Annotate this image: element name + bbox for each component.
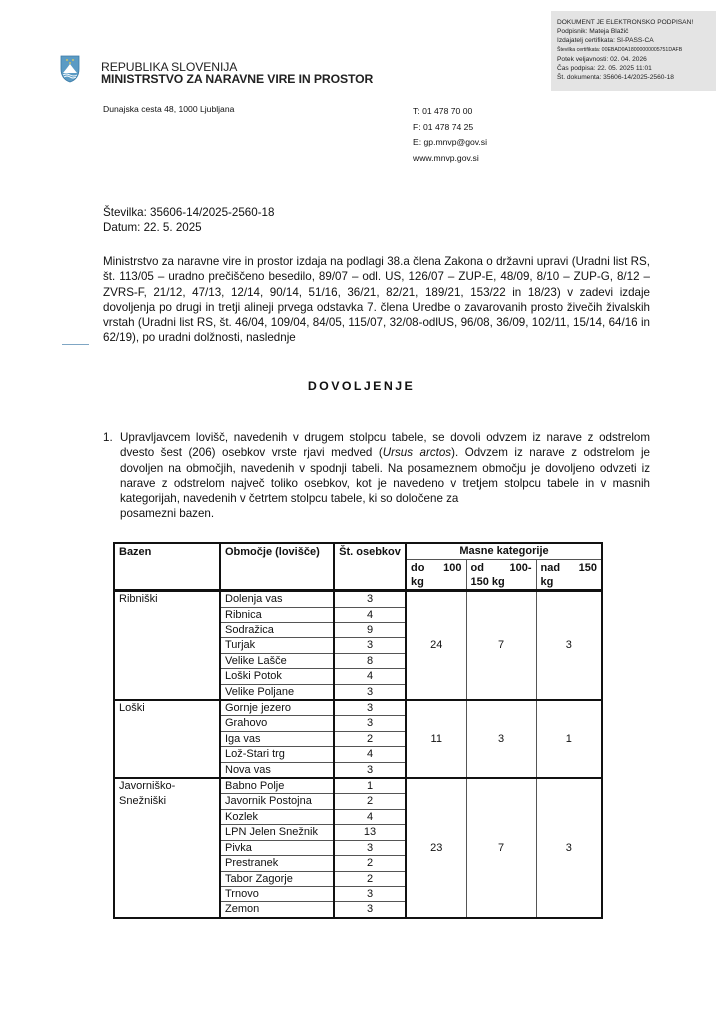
count-cell: 2 — [334, 871, 406, 886]
area-cell: Grahovo — [220, 716, 334, 731]
area-cell: Iga vas — [220, 731, 334, 746]
area-cell: Kozlek — [220, 809, 334, 824]
area-cell: Javornik Postojna — [220, 794, 334, 809]
fax: F: 01 478 74 25 — [413, 121, 474, 132]
bazen-cell: Loški — [114, 700, 220, 778]
count-cell: 3 — [334, 840, 406, 855]
header-cat-100-150: od 100- 150 kg — [466, 560, 536, 591]
count-cell: 2 — [334, 794, 406, 809]
area-cell: Gornje jezero — [220, 700, 334, 716]
table-row — [114, 700, 602, 716]
item-text-part: ). Odvzem iz narave z odstrelom je dovoljen na območjih, navedenih v spodnji tabeli. Na posameznem območju je dovoljeno odvzeti iz narave z odstrelom največ toliko osebkov, kot je navedeno v tretjem stolpcu tabele in v masnih kategorijah, navedenih v četrtem stolpcu tabele, ki so določene za — [120, 446, 650, 506]
item-text — [120, 430, 650, 522]
ministry-name: MINISTRSTVO ZA NARAVNE VIRE IN PROSTOR — [101, 72, 374, 86]
area-cell: Tabor Zagorje — [220, 871, 334, 886]
area-cell: Pivka — [220, 840, 334, 855]
phone: T: 01 478 70 00 — [413, 106, 473, 116]
area-cell: Lož-Stari trg — [220, 747, 334, 762]
quota-table — [113, 542, 603, 919]
document-number: Št. dokumenta: 35606-14/2025-2560-18 — [557, 74, 674, 82]
bazen-cell: Ribniški — [114, 591, 220, 700]
count-cell: 8 — [334, 653, 406, 668]
reference-date: Datum: 22. 5. 2025 — [103, 221, 202, 235]
cat-over-150-cell: 3 — [536, 591, 602, 700]
count-cell: 1 — [334, 778, 406, 794]
count-cell: 13 — [334, 825, 406, 840]
cat-100-150-cell: 3 — [466, 700, 536, 778]
cat-to-100-cell: 24 — [406, 591, 466, 700]
item-text-part: Upravljavcem lovišč, navedenih v drugem stolpcu tabele, se dovoli odvzem iz narave z odstrelom dvesto šest (206) osebkov vrste rjavi medved ( — [120, 431, 650, 460]
margin-marker — [62, 344, 89, 345]
electronic-signature-box — [551, 11, 716, 91]
cat-100-150-cell: 7 — [466, 778, 536, 918]
area-cell: Dolenja vas — [220, 591, 334, 607]
certificate-issuer: Izdajatelj certifikata: SI-PASS-CA — [557, 37, 654, 45]
contact-info — [413, 104, 487, 166]
republic-name: REPUBLIKA SLOVENIJA — [101, 60, 238, 74]
table-row — [114, 591, 602, 607]
header-bazen: Bazen — [114, 543, 220, 591]
table-row — [114, 778, 602, 794]
signatory: Podpisnik: Mateja Blažič — [557, 28, 629, 36]
header-obmocje: Območje (lovišče) — [220, 543, 334, 591]
count-cell: 3 — [334, 716, 406, 731]
ministry-address: Dunajska cesta 48, 1000 Ljubljana — [103, 104, 235, 114]
slovenia-coat-of-arms-icon — [60, 55, 80, 83]
area-cell: Zemon — [220, 902, 334, 918]
count-cell: 2 — [334, 856, 406, 871]
count-cell: 2 — [334, 731, 406, 746]
area-cell: Velike Lašče — [220, 653, 334, 668]
count-cell: 3 — [334, 684, 406, 700]
intro-paragraph: Ministrstvo za naravne vire in prostor izdaja na podlagi 38.a člena Zakona o državni upravi (Uradni list RS, št. 113/05 – uradno prečiščeno besedilo, 89/07 – odl. US, 126/07 – ZUP-E, 48/09, 8/10 – ZUP-G, 8/12 – ZVRS-F, 21/12, 47/13, 12/14, 90/14, 51/16, 36/21, 82/21, 189/21, 153/22 in 18/23) v zadevi izdaje dovoljenja po drugi in tretji alineji prvega odstavka 7. člena Uredbe o zavarovanih prosto živečih živalskih vrstah (Uradni list RS, št. 46/04, 109/04, 84/05, 115/07, 32/08-odlUS, 96/08, 36/09, 102/11, 15/14, 64/16 in 62/19), po uradni dolžnosti, naslednje — [103, 255, 650, 345]
website-link[interactable]: www.mnvp.gov.si — [413, 152, 479, 163]
header-st-osebkov: Št. osebkov — [334, 543, 406, 591]
certificate-number: Številka certifikata: 00EBAD0A18000000005751DAFB — [557, 46, 683, 53]
count-cell: 3 — [334, 700, 406, 716]
area-cell: Nova vas — [220, 762, 334, 778]
item-text-last: posamezni bazen. — [120, 507, 215, 521]
area-cell: Prestranek — [220, 856, 334, 871]
validity-expiry: Potek veljavnosti: 02. 04. 2026 — [557, 55, 647, 63]
cat-over-150-cell: 3 — [536, 778, 602, 918]
permit-item-1 — [103, 430, 650, 522]
header-cat-over-150: nad 150 kg — [536, 560, 602, 591]
area-cell: Loški Potok — [220, 669, 334, 684]
document-title: DOVOLJENJE — [307, 379, 416, 393]
area-cell: LPN Jelen Snežnik — [220, 825, 334, 840]
cat-100-150-cell: 7 — [466, 591, 536, 700]
item-number: 1. — [103, 431, 113, 444]
area-cell: Ribnica — [220, 607, 334, 622]
species-latin-name: Ursus arctos — [382, 446, 452, 460]
header-cat-to-100: do 100 kg — [406, 560, 466, 591]
reference-number: Številka: 35606-14/2025-2560-18 — [103, 206, 275, 219]
email-link[interactable]: E: gp.mnvp@gov.si — [413, 137, 488, 147]
area-cell: Trnovo — [220, 886, 334, 901]
count-cell: 4 — [334, 669, 406, 684]
count-cell: 3 — [334, 762, 406, 778]
count-cell: 9 — [334, 623, 406, 638]
area-cell: Velike Poljane — [220, 684, 334, 700]
cat-over-150-cell: 1 — [536, 700, 602, 778]
area-cell: Turjak — [220, 638, 334, 653]
area-cell: Sodražica — [220, 623, 334, 638]
count-cell: 4 — [334, 607, 406, 622]
header-masne-kategorije: Masne kategorije — [406, 543, 602, 560]
cat-to-100-cell: 11 — [406, 700, 466, 778]
count-cell: 3 — [334, 591, 406, 607]
bazen-cell: Javorniško-Snežniški — [114, 778, 220, 918]
signature-time: Čas podpisa: 22. 05. 2025 11:01 — [557, 65, 652, 73]
count-cell: 4 — [334, 747, 406, 762]
count-cell: 3 — [334, 886, 406, 901]
cat-to-100-cell: 23 — [406, 778, 466, 918]
count-cell: 4 — [334, 809, 406, 824]
signature-notice: DOKUMENT JE ELEKTRONSKO PODPISAN! — [557, 19, 694, 26]
count-cell: 3 — [334, 638, 406, 653]
area-cell: Babno Polje — [220, 778, 334, 794]
count-cell: 3 — [334, 902, 406, 918]
reference-block — [103, 205, 274, 236]
